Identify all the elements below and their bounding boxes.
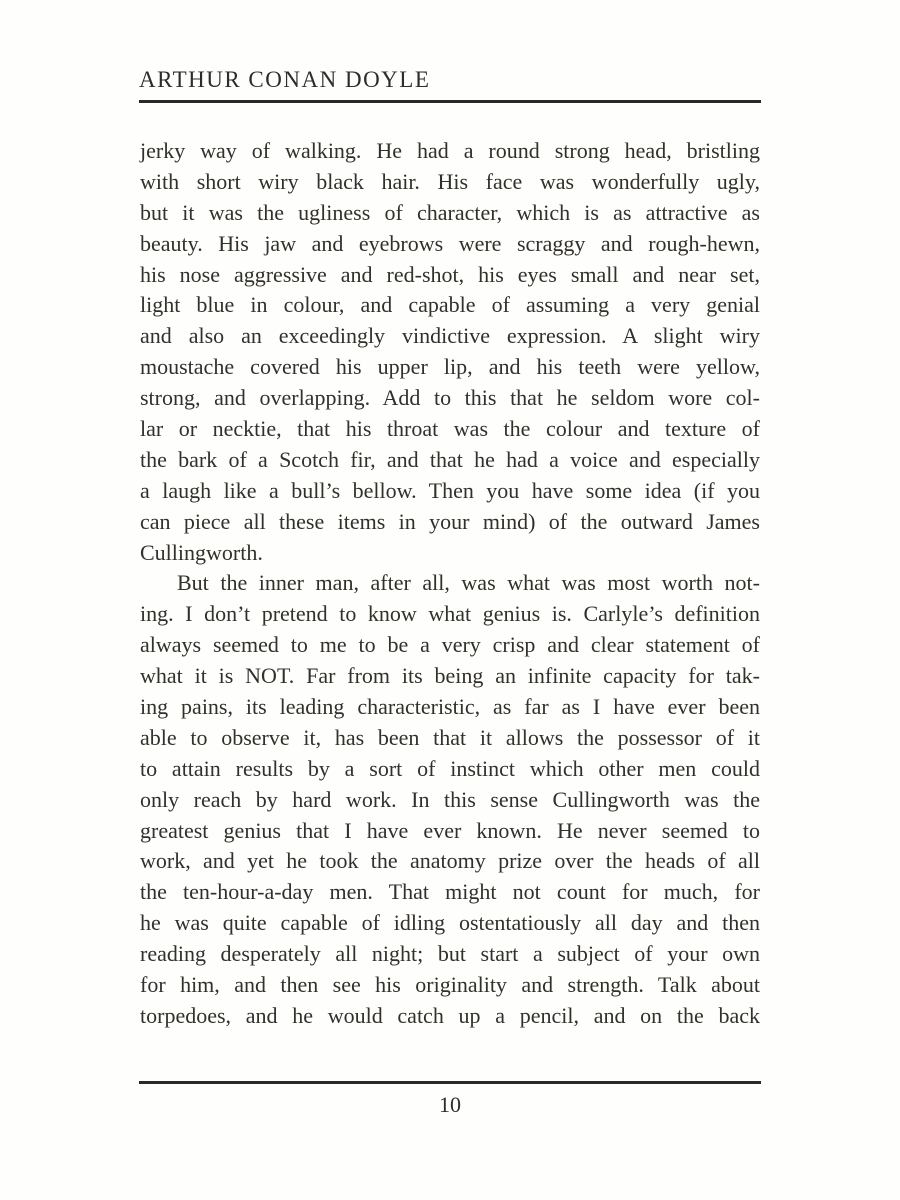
text-line	[140, 229, 760, 260]
text-line-content: beauty. His jaw and eyebrows were scraggy and rough-hewn,	[140, 230, 760, 256]
text-line-content: able to observe it, has been that it allows the possessor of it	[140, 724, 760, 750]
text-line	[140, 754, 760, 785]
text-line-content: lar or necktie, that his throat was the colour and texture of	[140, 416, 760, 442]
running-header-title: ARTHUR CONAN DOYLE	[139, 67, 431, 92]
text-line	[140, 1001, 760, 1032]
text-line	[140, 939, 760, 970]
text-line	[140, 290, 760, 321]
text-line-content: the bark of a Scotch fir, and that he had a voice and especially	[140, 446, 760, 472]
text-line-content: a laugh like a bull’s bellow. Then you have some idea (if you	[140, 477, 760, 503]
text-line	[140, 568, 760, 599]
text-line-content: torpedoes, and he would catch up a pencil, and on the back	[140, 1002, 760, 1028]
text-line-content: But the inner man, after all, was what was most worth not-	[177, 570, 760, 596]
body-text	[140, 136, 760, 1032]
text-line	[140, 908, 760, 939]
page-footer	[139, 1081, 761, 1118]
text-line-content: ing. I don’t pretend to know what genius is. Carlyle’s definition	[140, 601, 760, 627]
text-line	[140, 445, 760, 476]
text-line-content: strong, and overlapping. Add to this that he seldom wore col-	[140, 385, 760, 411]
text-line	[140, 383, 760, 414]
text-line-content: ing pains, its leading characteristic, as far as I have ever been	[140, 694, 760, 720]
text-line	[140, 785, 760, 816]
text-line	[140, 723, 760, 754]
text-line	[140, 692, 760, 723]
text-line	[140, 414, 760, 445]
page-number: 10	[439, 1092, 461, 1117]
text-line-content: greatest genius that I have ever known. He never seemed to	[140, 817, 760, 843]
text-line-content: only reach by hard work. In this sense Cullingworth was the	[140, 786, 760, 812]
text-line	[140, 538, 760, 569]
text-line-content: but it was the ugliness of character, which is as attractive as	[140, 199, 760, 225]
text-line	[140, 167, 760, 198]
text-line-content: reading desperately all night; but start a subject of your own	[140, 941, 760, 967]
text-line	[140, 198, 760, 229]
page-header	[139, 66, 761, 103]
text-line	[140, 877, 760, 908]
text-line	[140, 630, 760, 661]
text-line-content: for him, and then see his originality and strength. Talk about	[140, 972, 760, 998]
text-line	[140, 661, 760, 692]
text-line-content: moustache covered his upper lip, and his teeth were yellow,	[140, 354, 760, 380]
text-line	[140, 352, 760, 383]
text-line	[140, 599, 760, 630]
text-line	[140, 476, 760, 507]
text-line-content: with short wiry black hair. His face was wonderfully ugly,	[140, 168, 760, 194]
text-line	[140, 816, 760, 847]
text-line-content: light blue in colour, and capable of assuming a very genial	[140, 292, 760, 318]
text-line-content: jerky way of walking. He had a round strong head, bristling	[140, 138, 760, 163]
text-line	[140, 970, 760, 1001]
text-line-content: his nose aggressive and red-shot, his eyes small and near set,	[140, 261, 760, 287]
text-line-content: to attain results by a sort of instinct which other men could	[140, 755, 760, 781]
text-line-content: work, and yet he took the anatomy prize over the heads of all	[140, 848, 760, 874]
text-line-content: the ten-hour-a-day men. That might not count for much, for	[140, 879, 760, 905]
text-line-content: can piece all these items in your mind) of the outward James	[140, 508, 760, 534]
text-line	[140, 136, 760, 167]
text-line-content: and also an exceedingly vindictive expression. A slight wiry	[140, 323, 760, 349]
text-line	[140, 846, 760, 877]
text-line	[140, 260, 760, 291]
text-line	[140, 507, 760, 538]
text-line-content: always seemed to me to be a very crisp and clear statement of	[140, 632, 760, 658]
text-line-content: Cullingworth.	[140, 539, 263, 565]
text-line	[140, 321, 760, 352]
text-line-content: he was quite capable of idling ostentatiously all day and then	[140, 910, 760, 936]
text-line-content: what it is NOT. Far from its being an infinite capacity for tak-	[140, 663, 760, 689]
